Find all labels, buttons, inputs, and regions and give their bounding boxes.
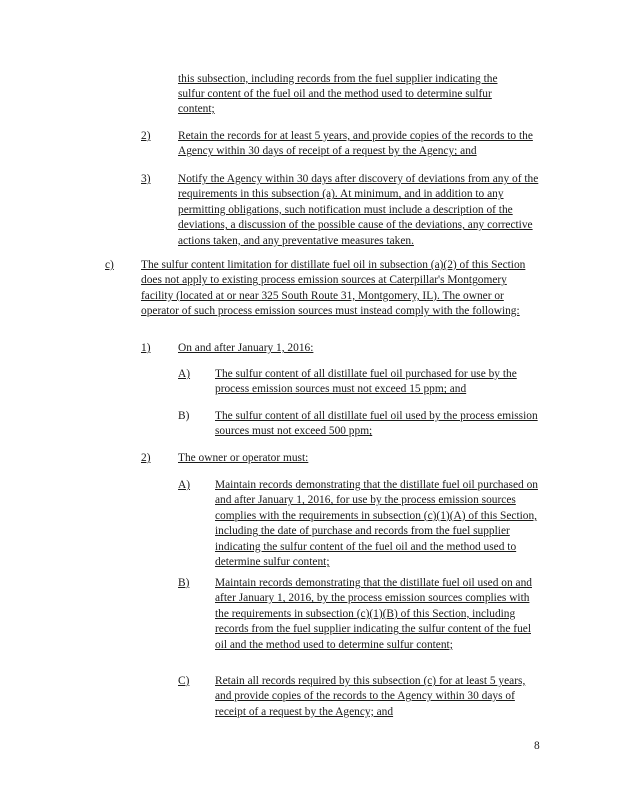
c2C-label: C) (178, 675, 190, 687)
section-c-text: The sulfur content limitation for distillate fuel oil in subsection (a)(2) of this Section does not apply to existing process emission sources at Caterpillar's Montgomery facility (located at or near 325 South Route 31, Montgomery, IL). The owner or operator of such process emission sources must instead comply with the following: (141, 259, 526, 318)
c1B-text: The sulfur content of all distillate fuel oil used by the process emission sources must not exceed 500 ppm; (215, 410, 538, 438)
intro-line-2: sulfur content of the fuel oil and the method used to determine sulfur (178, 88, 492, 100)
intro-line-3: content; (178, 103, 215, 115)
c2A-text: Maintain records demonstrating that the distillate fuel oil purchased on and after January 1, 2016, for use by the process emission sources complies with the requirements in subsection (c)(1)(A) of this Section, including the date of purchase and records from the fuel supplier indicating the sulfur content of the fuel oil and the method used to determine sulfur content; (215, 479, 538, 569)
c2C-text: Retain all records required by this subsection (c) for at least 5 years, and provide copies of the records to the Agency within 30 days of receipt of a request by the Agency; and (215, 675, 526, 718)
c1A-text: The sulfur content of all distillate fuel oil purchased for use by the process emission sources must not exceed 15 ppm; and (215, 368, 517, 396)
c1-text: On and after January 1, 2016: (178, 342, 314, 354)
c2A-label: A) (178, 479, 191, 491)
intro-line-1: this subsection, including records from the fuel supplier indicating the (178, 73, 498, 85)
item-3-label: 3) (141, 173, 151, 185)
c1-label: 1) (141, 342, 151, 354)
item-2-label: 2) (141, 130, 151, 142)
item-2-text: Retain the records for at least 5 years, and provide copies of the records to the Agency within 30 days of receipt of a request by the Agency; and (178, 130, 533, 158)
item-3-text: Notify the Agency within 30 days after discovery of deviations from any of the requirements in this subsection (a). At minimum, and in addition to any permitting obligations, such notification must include a description of the deviations, a discussion of the possible cause of the deviations, any corrective actions taken, and any preventative measures taken. (178, 173, 539, 247)
section-c-label: c) (105, 259, 114, 271)
c1B-label: B) (178, 410, 190, 422)
c2B-label: B) (178, 577, 190, 589)
page-number: 8 (534, 740, 540, 752)
c2-label: 2) (141, 452, 151, 464)
c1A-label: A) (178, 368, 191, 380)
c2-text: The owner or operator must: (178, 452, 309, 464)
c2B-text: Maintain records demonstrating that the distillate fuel oil used on and after January 1, 2016, by the process emission sources complies with the requirements in subsection (c)(1)(B) of this Section, including records from the fuel supplier indicating the sulfur content of the fuel oil and the method used to determine sulfur content; (215, 577, 532, 651)
